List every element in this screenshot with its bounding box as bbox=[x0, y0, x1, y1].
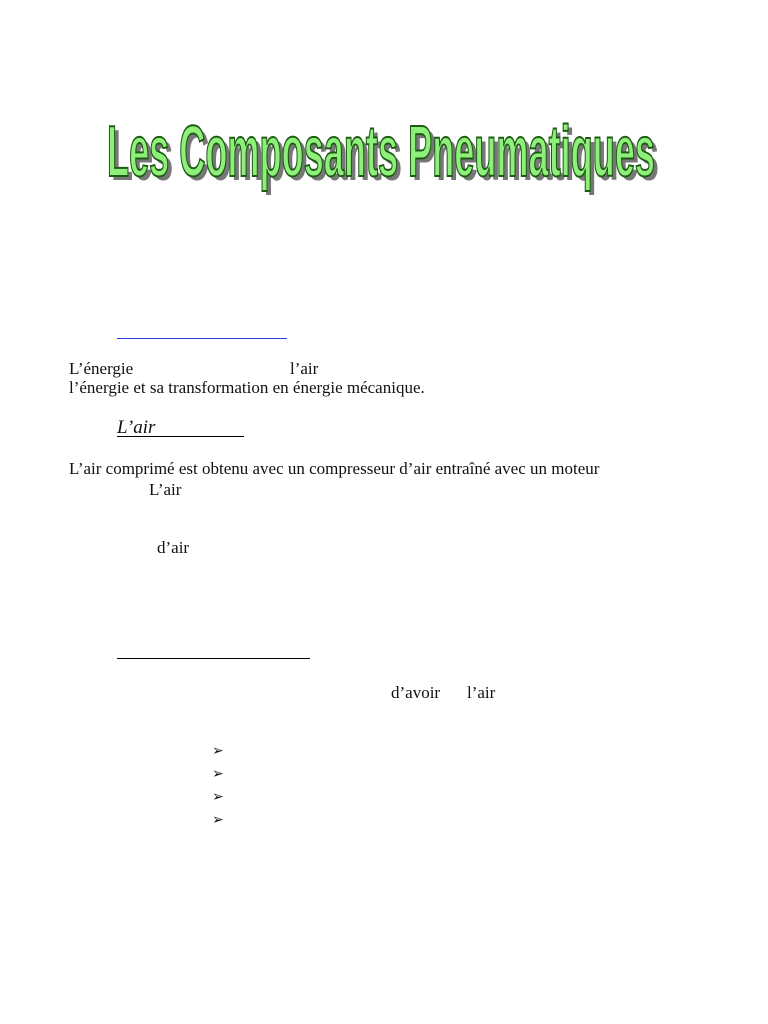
section2-heading-underline bbox=[117, 658, 310, 659]
bullet-arrow-icon: ➢ bbox=[212, 812, 224, 828]
section-heading-underline bbox=[117, 436, 244, 437]
bullet-arrow-icon: ➢ bbox=[212, 766, 224, 782]
section-link-underline[interactable] bbox=[117, 338, 287, 339]
document-title bbox=[96, 108, 676, 198]
para2-line2: L’air bbox=[149, 480, 182, 499]
para1-line1-right: l’air bbox=[290, 359, 319, 378]
para3-word1: d’avoir bbox=[391, 683, 441, 702]
para3-word2: l’air bbox=[467, 683, 496, 702]
para1-line1-left: L’énergie bbox=[69, 359, 134, 378]
title-shadow: Les Composants Pneumatiques bbox=[111, 116, 659, 196]
bullet-arrow-icon: ➢ bbox=[212, 789, 224, 805]
section-heading: L’air bbox=[117, 417, 156, 438]
para2-line1: L’air comprimé est obtenu avec un compresseur d’air entraîné avec un moteur bbox=[69, 459, 600, 478]
title-text: Les Composants Pneumatiques bbox=[107, 112, 655, 192]
para2-line3: d’air bbox=[157, 538, 190, 557]
para1-line2: l’énergie et sa transformation en énergie mécanique. bbox=[69, 378, 425, 397]
bullet-arrow-icon: ➢ bbox=[212, 743, 224, 759]
